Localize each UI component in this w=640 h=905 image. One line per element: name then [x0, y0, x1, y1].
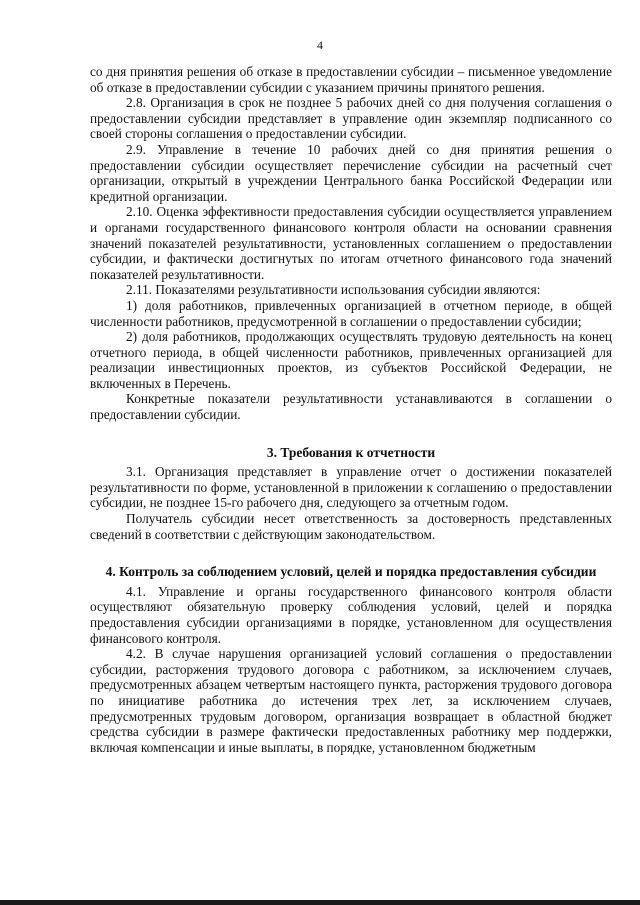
- section-3-heading: 3. Требования к отчетности: [266, 444, 436, 460]
- paragraph-indicators-note: Конкретные показатели результативности устанавливаются в соглашении о предоставлении субсидии.: [90, 391, 612, 423]
- paragraph-4-1: 4.1. Управление и органы государственного финансового контроля области осуществляют обязательную проверку соблюдения условий, целей и порядка предоставления субсидии организациями в порядке, установленном для осуществления финансового контроля.: [90, 583, 612, 646]
- page-number: 4: [317, 38, 323, 52]
- paragraph-4-2: 4.2. В случае нарушения организацией условий соглашения о предоставлении субсидии, расторжения трудового договора с работником, за исключением случаев, предусмотренных абзацем четвертым настоящего пункта, расторжения трудового договора по инициативе работника до истечения трех лет, за исключением случаев, предусмотренных трудовым договором, организация возвращает в областной бюджет средства субсидии в размере фактически предоставленных работнику мер поддержки, включая компенсации и иные выплаты, в порядке, установленном бюджетным: [90, 646, 612, 755]
- paragraph-continuation: со дня принятия решения об отказе в предоставлении субсидии – письменное уведомление об отказе в предоставлении субсидии с указанием причины принятого решения.: [90, 64, 612, 95]
- document-body: [90, 64, 612, 755]
- paragraph-2-10: 2.10. Оценка эффективности предоставления субсидии осуществляется управлением и органами государственного финансового контроля области на основании сравнения значений показателей результативности, установленных соглашением о предоставлении субсидии, и фактически достигнутых по итогам отчетного финансового года значений показателей результативности.: [90, 204, 612, 282]
- list-item-1: 1) доля работников, привлеченных организацией в отчетном периоде, в общей численности работников, предусмотренной в соглашении о предоставлении субсидии;: [90, 297, 612, 329]
- bottom-scan-edge: [0, 900, 640, 905]
- paragraph-2-9: 2.9. Управление в течение 10 рабочих дней со дня принятия решения о предоставлении субсидии осуществляет перечисление субсидии на расчетный счет организации, открытый в учреждении Центрального банка Российской Федерации или кредитной организации.: [90, 141, 612, 204]
- paragraph-2-8: 2.8. Организация в срок не позднее 5 рабочих дней со дня получения соглашения о предоставлении субсидии представляет в управление один экземпляр подписанного со своей стороны соглашения о предоставлении субсидии.: [90, 95, 612, 142]
- paragraph-responsibility: Получатель субсидии несет ответственность за достоверность представленных сведений в соответствии с действующим законодательством.: [90, 511, 612, 542]
- section-4-heading: 4. Контроль за соблюдением условий, целей и порядка предоставления субсидии: [105, 564, 597, 580]
- list-item-2: 2) доля работников, продолжающих осуществлять трудовую деятельность на конец отчетного периода, в общей численности работников, привлеченных организацией для реализации инвестиционных проектов, из субъектов Российской Федерации, не включенных в Перечень.: [90, 329, 612, 391]
- paragraph-3-1: 3.1. Организация представляет в управление отчет о достижении показателей результативности по форме, установленной в приложении к соглашению о предоставлении субсидии, не позднее 15-го рабочего дня, следующего за отчетным годом.: [90, 464, 612, 511]
- paragraph-2-11: 2.11. Показателями результативности использования субсидии являются:: [126, 282, 541, 298]
